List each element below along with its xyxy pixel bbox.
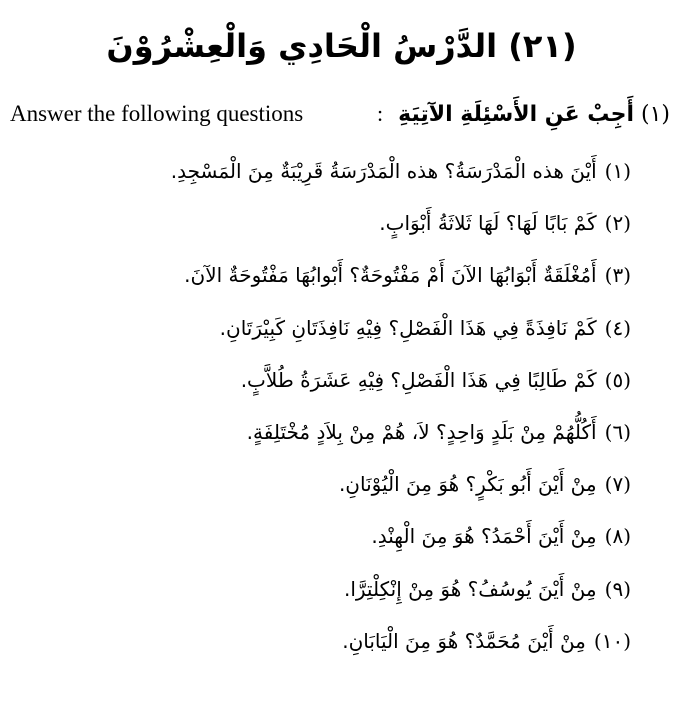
lesson-title: (٢١) الدَّرْسُ الْحَادِي وَالْعِشْرُوْنَ [106,27,577,65]
question-item [31,406,631,458]
question-item [31,145,631,197]
instruction-number: (١) [640,102,670,127]
question-text: أَمُغْلَقَةٌ أَبْوَابُهَا الآنَ أَمْ مَفْتُوحَةٌ؟ أَبْوابُهَا مَفْتُوحَةٌ الآنَ. [184,263,597,288]
question-number: (٥) [604,367,631,392]
question-item [31,249,631,301]
question-number: (١٠) [593,628,631,653]
question-item [31,458,631,510]
question-text: مِنْ أَيْنَ أَحْمَدُ؟ هُوَ مِنَ الْهِنْدِ. [371,524,597,549]
question-text: كَمْ بَابًا لَهَا؟ لَهَا ثَلاثَةُ أَبْوَابٍ. [379,211,597,236]
question-number: (٩) [604,576,631,601]
exercise-instruction [10,94,670,134]
question-item [31,563,631,615]
question-number: (١) [604,159,631,183]
question-item [31,510,631,562]
question-text: كَمْ طَالِبًا فِي هَذَا الْفَصْلِ؟ فِيْهِ عَشَرَةُ طُلاَّبٍ. [240,367,597,392]
instruction-arabic: أَجِبْ عَنِ الأَسْئِلَةِ الآتِيَةِ [398,102,634,127]
instruction-arabic-block [377,94,670,135]
question-list [31,145,631,667]
question-text: كَمْ نَافِذَةً فِي هَذَا الْفَصْلِ؟ فِيْهِ نَافِذَتَانِ كَبِيْرَتَانِ. [219,315,597,340]
question-text: مِنْ أَيْنَ أَبُو بَكْرٍ؟ هُوَ مِنَ الْيُوْنَانِ. [338,472,597,497]
question-item [31,302,631,354]
question-number: (٣) [604,263,631,288]
question-number: (٤) [604,315,631,340]
question-item [31,354,631,406]
question-number: (٨) [604,524,631,549]
question-number: (٦) [604,419,631,444]
instruction-english: Answer the following questions [10,101,304,126]
question-text: أَيْنَ هذه الْمَدْرَسَةُ؟ هذه الْمَدْرَسَةُ قَرِيْبَةٌ مِنَ الْمَسْجِدِ. [170,159,597,183]
question-text: مِنْ أَيْنَ مُحَمَّدٌ؟ هُوَ مِنَ الْيَابَانِ. [342,628,586,653]
question-number: (٢) [604,211,631,236]
question-item [31,615,631,667]
question-number: (٧) [604,472,631,497]
instruction-separator: : [377,101,384,126]
question-text: مِنْ أَيْنَ يُوسُفُ؟ هُوَ مِنْ إِنْكِلْتِرَّا. [343,576,597,601]
question-item [31,197,631,249]
question-text: أَكُلُّهُمْ مِنْ بَلَدٍ وَاحِدٍ؟ لاَ، هُمْ مِنْ بِلاَدٍ مُخْتَلِفَةٍ. [246,419,597,444]
